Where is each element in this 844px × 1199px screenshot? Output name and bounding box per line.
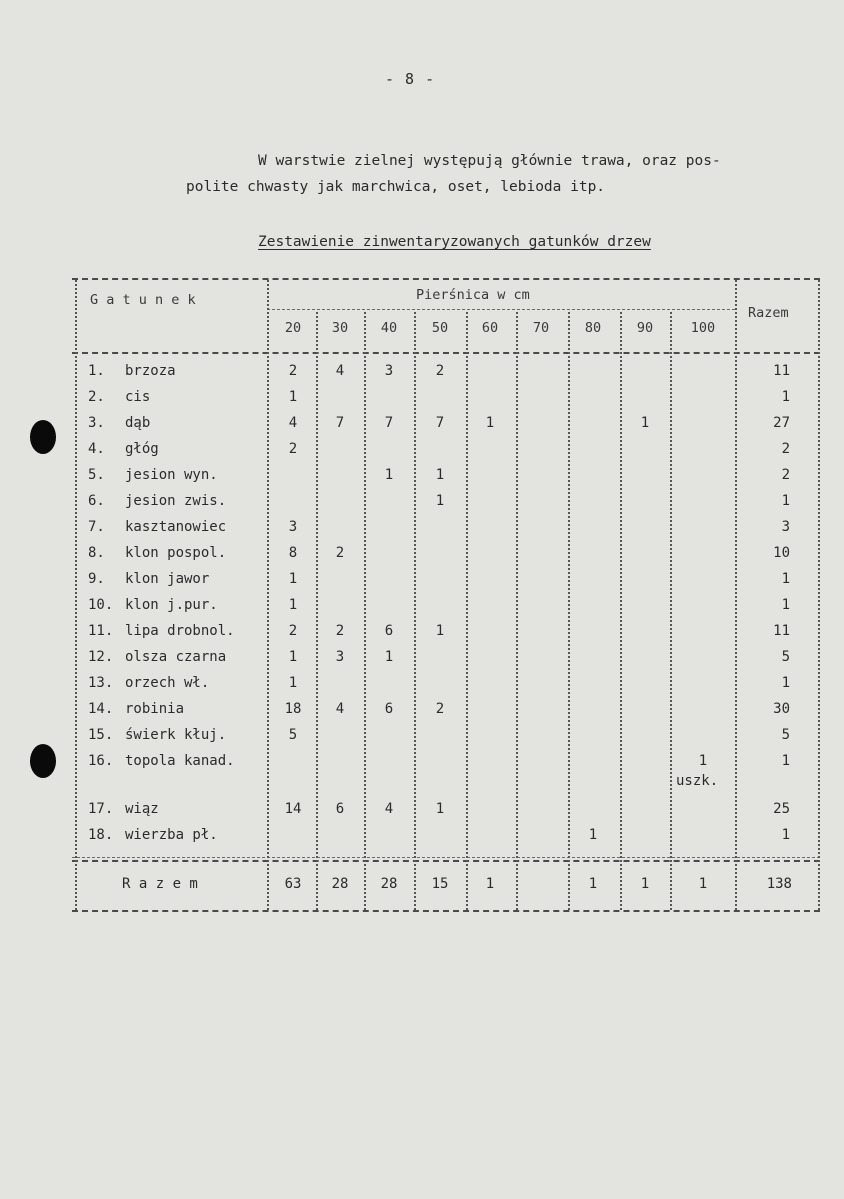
row-number: 16. xyxy=(88,753,114,769)
count-cell: 2 xyxy=(435,363,445,379)
count-cell: 18 xyxy=(284,701,302,717)
species-name: wiąz xyxy=(125,801,159,817)
row-number: 14. xyxy=(88,701,114,717)
column-separator xyxy=(466,312,468,910)
header-diameter-group: Pierśnica w cm xyxy=(416,287,530,303)
column-separator xyxy=(735,280,737,910)
count-cell: 7 xyxy=(335,415,345,431)
paragraph-line-1: W warstwie zielnej występują głównie trawa, oraz pos- xyxy=(258,153,721,169)
table-rule xyxy=(72,278,820,280)
row-total: 1 xyxy=(781,827,790,843)
species-name: kasztanowiec xyxy=(125,519,227,535)
count-cell: 1 xyxy=(435,467,445,483)
species-name: jesion wyn. xyxy=(125,467,218,483)
count-cell: 6 xyxy=(384,701,394,717)
count-cell: 6 xyxy=(335,801,345,817)
column-separator xyxy=(516,312,518,910)
table-rule xyxy=(72,860,820,862)
sum-cell: 1 xyxy=(640,876,650,892)
species-name: lipa drobnol. xyxy=(125,623,235,639)
count-cell: 3 xyxy=(384,363,394,379)
species-name: głóg xyxy=(125,441,159,457)
header-total: Razem xyxy=(748,305,789,321)
sum-label: R a z e m xyxy=(122,876,198,892)
row-total: 11 xyxy=(773,363,790,379)
row-total: 5 xyxy=(781,649,790,665)
count-cell: 1 xyxy=(640,415,650,431)
sum-cell: 1 xyxy=(485,876,495,892)
species-name: świerk kłuj. xyxy=(125,727,227,743)
species-name: jesion zwis. xyxy=(125,493,227,509)
column-separator xyxy=(75,280,77,910)
species-name: robinia xyxy=(125,701,185,717)
row-total: 3 xyxy=(781,519,790,535)
header-diameter-60: 60 xyxy=(481,320,499,336)
row-total: 1 xyxy=(781,597,790,613)
species-name: brzoza xyxy=(125,363,176,379)
row-total: 2 xyxy=(781,441,790,457)
punch-hole xyxy=(30,744,56,778)
header-diameter-70: 70 xyxy=(532,320,550,336)
row-number: 15. xyxy=(88,727,114,743)
row-total: 1 xyxy=(781,571,790,587)
row-number: 7. xyxy=(88,519,105,535)
row-number: 10. xyxy=(88,597,114,613)
table-rule xyxy=(72,857,820,858)
count-cell: 6 xyxy=(384,623,394,639)
column-separator xyxy=(818,280,820,910)
count-cell: 1 xyxy=(288,597,298,613)
count-cell: 7 xyxy=(435,415,445,431)
row-total: 1 xyxy=(781,753,790,769)
count-cell: 1 xyxy=(288,675,298,691)
header-diameter-20: 20 xyxy=(284,320,302,336)
row-number: 2. xyxy=(88,389,105,405)
count-cell: 2 xyxy=(335,623,345,639)
species-name: orzech wł. xyxy=(125,675,210,691)
count-cell: 4 xyxy=(384,801,394,817)
species-name: olsza czarna xyxy=(125,649,227,665)
species-name: klon jawor xyxy=(125,571,210,587)
column-separator xyxy=(620,312,622,910)
count-cell: 4 xyxy=(335,701,345,717)
sum-cell: 1 xyxy=(588,876,598,892)
column-separator xyxy=(568,312,570,910)
count-cell: 3 xyxy=(288,519,298,535)
row-total: 27 xyxy=(773,415,790,431)
row-number: 5. xyxy=(88,467,105,483)
header-diameter-90: 90 xyxy=(636,320,654,336)
species-name: cis xyxy=(125,389,151,405)
species-name: wierzba pł. xyxy=(125,827,218,843)
sum-cell: 1 xyxy=(698,876,708,892)
row-total: 2 xyxy=(781,467,790,483)
count-cell: 1 xyxy=(435,493,445,509)
row-number: 11. xyxy=(88,623,114,639)
row-total: 1 xyxy=(781,389,790,405)
column-separator xyxy=(364,312,366,910)
column-separator xyxy=(267,280,269,910)
column-separator xyxy=(316,312,318,910)
sum-cell: 28 xyxy=(380,876,398,892)
row-total: 30 xyxy=(773,701,790,717)
note-cell: uszk. xyxy=(676,773,719,789)
row-number: 6. xyxy=(88,493,105,509)
count-cell: 7 xyxy=(384,415,394,431)
count-cell: 1 xyxy=(485,415,495,431)
count-cell: 1 xyxy=(384,467,394,483)
row-total: 5 xyxy=(781,727,790,743)
count-cell: 2 xyxy=(335,545,345,561)
table-title: Zestawienie zinwentaryzowanych gatunków drzew xyxy=(258,234,651,250)
sum-cell: 28 xyxy=(331,876,349,892)
row-total: 10 xyxy=(773,545,790,561)
header-diameter-80: 80 xyxy=(584,320,602,336)
column-separator xyxy=(414,312,416,910)
table-rule xyxy=(72,352,820,354)
header-diameter-50: 50 xyxy=(431,320,449,336)
column-separator xyxy=(670,312,672,910)
row-number: 12. xyxy=(88,649,114,665)
table-rule xyxy=(72,910,820,912)
paragraph-line-2: polite chwasty jak marchwica, oset, lebioda itp. xyxy=(186,179,606,195)
count-cell: 1 xyxy=(288,649,298,665)
count-cell: 1 xyxy=(588,827,598,843)
header-diameter-40: 40 xyxy=(380,320,398,336)
count-cell: 1 xyxy=(435,801,445,817)
count-cell: 2 xyxy=(288,623,298,639)
count-cell: 8 xyxy=(288,545,298,561)
row-total: 11 xyxy=(773,623,790,639)
species-name: dąb xyxy=(125,415,151,431)
row-number: 18. xyxy=(88,827,114,843)
row-total: 25 xyxy=(773,801,790,817)
count-cell: 4 xyxy=(335,363,345,379)
row-total: 1 xyxy=(781,675,790,691)
row-total: 1 xyxy=(781,493,790,509)
count-cell: 4 xyxy=(288,415,298,431)
count-cell: 2 xyxy=(288,363,298,379)
row-number: 17. xyxy=(88,801,114,817)
sum-cell: 15 xyxy=(431,876,449,892)
row-number: 9. xyxy=(88,571,105,587)
species-name: topola kanad. xyxy=(125,753,235,769)
count-cell: 1 xyxy=(435,623,445,639)
row-number: 4. xyxy=(88,441,105,457)
count-cell: 1 xyxy=(698,753,708,769)
species-name: klon pospol. xyxy=(125,545,227,561)
sum-total: 138 xyxy=(766,876,792,892)
punch-hole xyxy=(30,420,56,454)
body-paragraph xyxy=(186,148,816,200)
row-number: 3. xyxy=(88,415,105,431)
count-cell: 3 xyxy=(335,649,345,665)
row-number: 1. xyxy=(88,363,105,379)
count-cell: 14 xyxy=(284,801,302,817)
page-number: - 8 - xyxy=(385,70,436,88)
header-divider xyxy=(267,309,735,310)
count-cell: 2 xyxy=(435,701,445,717)
header-species: G a t u n e k xyxy=(90,292,196,308)
row-number: 13. xyxy=(88,675,114,691)
species-name: klon j.pur. xyxy=(125,597,218,613)
count-cell: 1 xyxy=(384,649,394,665)
count-cell: 2 xyxy=(288,441,298,457)
count-cell: 1 xyxy=(288,571,298,587)
row-number: 8. xyxy=(88,545,105,561)
count-cell: 1 xyxy=(288,389,298,405)
header-diameter-30: 30 xyxy=(331,320,349,336)
header-diameter-100: 100 xyxy=(690,320,716,336)
count-cell: 5 xyxy=(288,727,298,743)
sum-cell: 63 xyxy=(284,876,302,892)
